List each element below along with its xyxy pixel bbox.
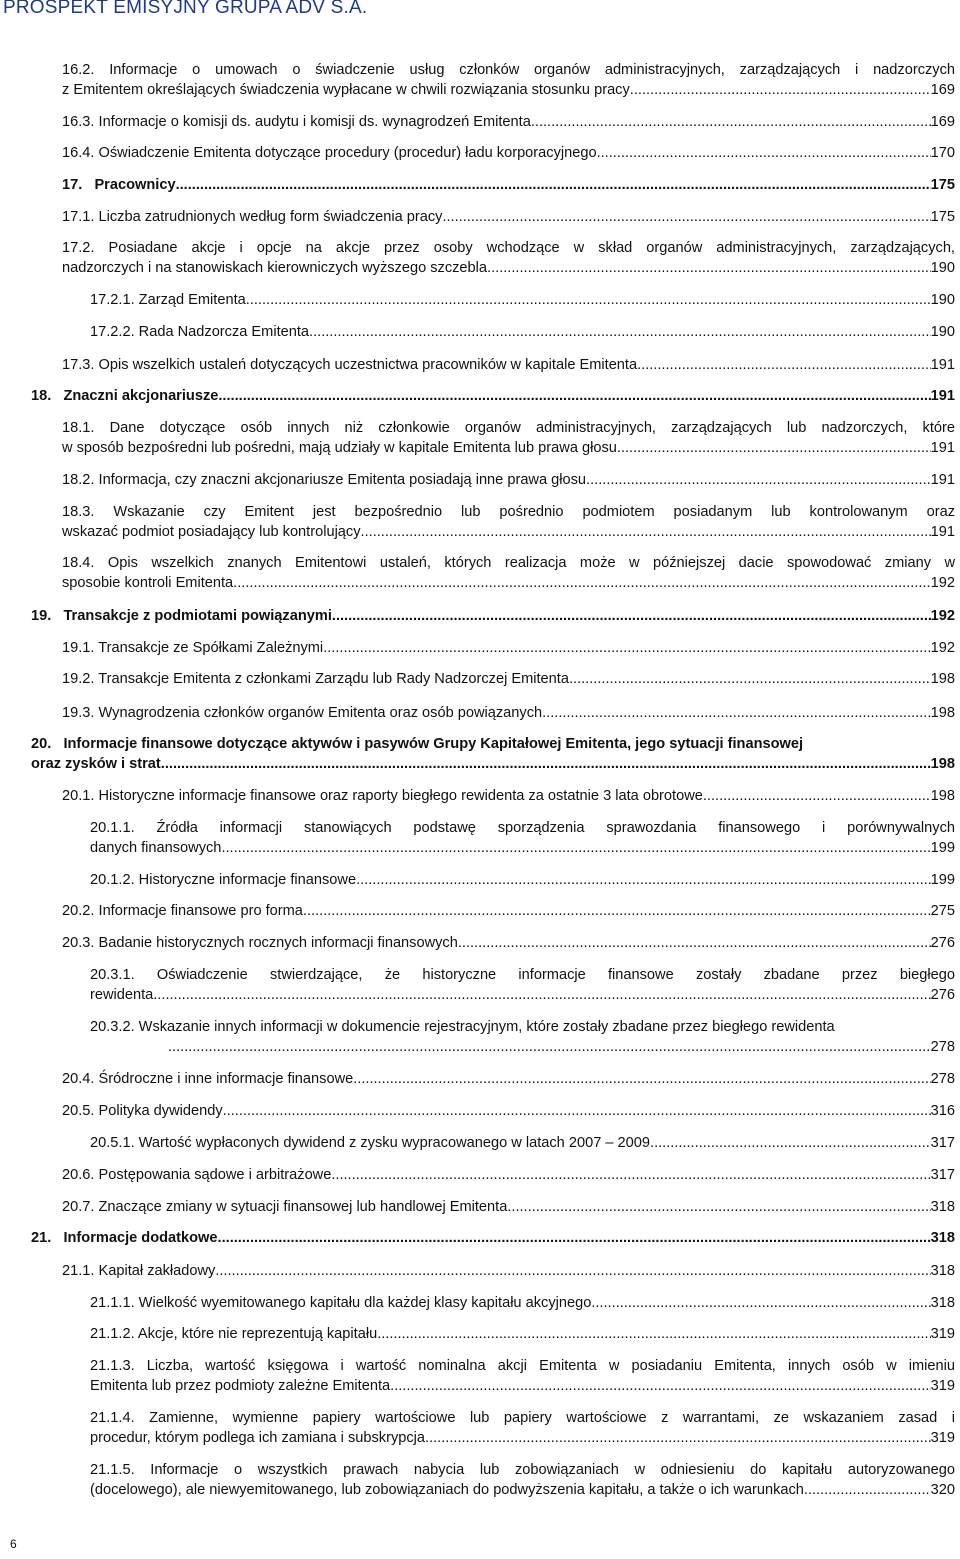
toc-page-number: 192	[930, 575, 955, 591]
toc-page-number: 192	[930, 640, 955, 656]
toc-entry-text: 17.2.1. Zarząd Emitenta	[90, 292, 246, 308]
toc-page-number: 170	[930, 145, 955, 161]
toc-entry-text: (docelowego), ale niewyemitowanego, lub zobowiązaniach do podwyższenia kapitału, a także o ich warunkach.	[90, 1482, 808, 1498]
toc-page-number: 317	[930, 1167, 955, 1183]
leader-dots	[233, 573, 930, 593]
toc-page-number: 320	[930, 1482, 955, 1498]
toc-entry-first-line: 20.1.1. Źródła informacji stanowiących podstawę sporządzenia sprawozdania finansowego i porównywalnych	[90, 820, 955, 836]
toc-entry-text: 20.1. Historyczne informacje finansowe oraz raporty biegłego rewidenta za ostatnie 3 lata obrotowe	[62, 788, 703, 804]
toc-entry-first-line: 18.1. Dane dotyczące osób innych niż członkowie organów administracyjnych, zarządzających lub nadzorczych, które	[62, 420, 955, 436]
toc-entry[interactable]	[62, 786, 955, 806]
toc-entry-first-line: 18.4. Opis wszelkich znanych Emitentowi ustaleń, których realizacja może w późniejszej dacie spowodować zmiany w	[62, 555, 955, 571]
leader-dots	[630, 80, 931, 100]
toc-page-number: 278	[930, 1071, 955, 1087]
leader-dots	[215, 1261, 930, 1281]
toc-entry[interactable]	[62, 638, 955, 658]
toc-entry-text: 19.1. Transakcje ze Spółkami Zależnymi	[62, 640, 324, 656]
leader-dots	[617, 438, 931, 458]
toc-entry[interactable]	[31, 386, 955, 406]
leader-dots	[569, 669, 931, 689]
toc-entry-text: 20.3. Badanie historycznych rocznych informacji finansowych	[62, 935, 458, 951]
leader-dots	[176, 175, 931, 195]
leader-dots	[332, 606, 931, 626]
toc-page-number: 275	[930, 903, 955, 919]
toc-entry-text: 17.2.2. Rada Nadzorcza Emitenta	[90, 324, 310, 340]
toc-entry-text: 19. Transakcje z podmiotami powiązanymi	[31, 608, 332, 624]
toc-page-number: 191	[930, 388, 955, 404]
leader-dots	[168, 1037, 931, 1057]
toc-entry[interactable]	[62, 553, 955, 593]
toc-entry-text: 20.6. Postępowania sądowe i arbitrażowe	[62, 1167, 332, 1183]
toc-entry[interactable]	[90, 1460, 955, 1500]
leader-dots	[703, 786, 931, 806]
leader-dots	[218, 386, 930, 406]
toc-entry[interactable]	[62, 933, 955, 953]
toc-page-number: 198	[930, 788, 955, 804]
toc-entry[interactable]	[62, 238, 955, 278]
toc-page-number: 191	[930, 440, 955, 456]
toc-entry-text: nadzorczych i na stanowiskach kierowniczych wyższego szczebla	[62, 260, 488, 276]
page-number: 6	[10, 1537, 17, 1551]
toc-page-number: 169	[930, 114, 955, 130]
toc-entry[interactable]	[62, 669, 955, 689]
toc-entry[interactable]	[31, 734, 955, 774]
toc-entry-text: 18. Znaczni akcjonariusze	[31, 388, 219, 404]
toc-entry[interactable]	[90, 965, 955, 1005]
leader-dots	[487, 258, 931, 278]
document-header: PROSPEKT EMISYJNY GRUPA ADV S.A.	[3, 0, 368, 18]
leader-dots	[223, 1101, 931, 1121]
toc-entry-text: wskazać podmiot posiadający lub kontrolujący	[62, 524, 361, 540]
leader-dots	[390, 1376, 931, 1396]
toc-entry-text: 17.1. Liczba zatrudnionych według form świadczenia pracy	[62, 209, 443, 225]
toc-page-number: 318	[930, 1295, 955, 1311]
toc-page-number: 319	[930, 1326, 955, 1342]
leader-dots	[591, 1293, 930, 1313]
toc-entry[interactable]	[62, 1069, 955, 1089]
toc-page-number: 278	[930, 1039, 955, 1055]
toc-page-number: 191	[930, 357, 955, 373]
toc-page-number: 175	[930, 177, 955, 193]
toc-entry-text: 20.4. Śródroczne i inne informacje finansowe	[62, 1071, 354, 1087]
toc-entry[interactable]	[62, 901, 955, 921]
leader-dots	[153, 985, 930, 1005]
leader-dots	[356, 870, 931, 890]
leader-dots	[654, 1133, 931, 1153]
toc-entry-text: sposobie kontroli Emitenta	[62, 575, 234, 591]
toc-page-number: 198	[930, 671, 955, 687]
toc-entry[interactable]	[62, 175, 955, 195]
toc-entry-text: procedur, którym podlega ich zamiana i subskrypcja	[90, 1430, 426, 1446]
toc-entry[interactable]	[90, 1017, 955, 1057]
toc-entry[interactable]	[62, 1261, 955, 1281]
leader-dots	[331, 1165, 930, 1185]
toc-entry-text: 20.1.2. Historyczne informacje finansowe	[90, 872, 357, 888]
toc-entry-text: 20.2. Informacje finansowe pro forma	[62, 903, 303, 919]
toc-entry-text: z Emitentem określających świadczenia wypłacane w chwili rozwiązania stosunku pracy	[62, 82, 630, 98]
leader-dots	[161, 754, 931, 774]
toc-page-number: 198	[930, 705, 955, 721]
leader-dots	[507, 1197, 930, 1217]
toc-entry-text: 16.3. Informacje o komisji ds. audytu i komisji ds. wynagrodzeń Emitenta	[62, 114, 531, 130]
toc-entry[interactable]	[90, 322, 955, 342]
toc-entry[interactable]	[90, 870, 955, 890]
leader-dots	[353, 1069, 930, 1089]
toc-page-number: 276	[930, 935, 955, 951]
toc-page-number: 191	[930, 472, 955, 488]
leader-dots	[309, 322, 931, 342]
toc-entry[interactable]	[62, 470, 955, 490]
toc-entry[interactable]	[62, 1101, 955, 1121]
leader-dots	[361, 522, 931, 542]
toc-page-number: 199	[930, 840, 955, 856]
toc-page-number: 191	[930, 524, 955, 540]
toc-page-number: 317	[930, 1135, 955, 1151]
toc-entry-first-line: 20.3.2. Wskazanie innych informacji w dokumencie rejestracyjnym, które zostały zbadane przez biegłego rewidenta	[90, 1019, 835, 1035]
toc-entry[interactable]	[62, 1197, 955, 1217]
toc-page-number: 316	[930, 1103, 955, 1119]
toc-entry-text: Emitenta lub przez podmioty zależne Emitenta	[90, 1378, 391, 1394]
toc-entry-text: 21. Informacje dodatkowe	[31, 1230, 218, 1246]
toc-entry[interactable]	[62, 60, 955, 100]
toc-entry-text: w sposób bezpośredni lub pośredni, mają udziały w kapitale Emitenta lub prawa głosu	[62, 440, 617, 456]
toc-entry-text: 21.1.1. Wielkość wyemitowanego kapitału dla każdej klasy kapitału akcyjnego	[90, 1295, 592, 1311]
toc-entry-first-line: 17.2. Posiadane akcje i opcje na akcje przez osoby wchodzące w skład organów administracyjnych, zarządzających,	[62, 240, 955, 256]
toc-entry[interactable]	[62, 418, 955, 458]
toc-page-number: 198	[930, 756, 955, 772]
toc-entry-text: 21.1.2. Akcje, które nie reprezentują kapitału	[90, 1326, 378, 1342]
toc-page-number: 319	[930, 1378, 955, 1394]
toc-entry-text: 21.1. Kapitał zakładowy	[62, 1263, 216, 1279]
toc-entry-text: danych finansowych	[90, 840, 222, 856]
toc-entry-text: 19.3. Wynagrodzenia członków organów Emitenta oraz osób powiązanych	[62, 705, 543, 721]
toc-entry[interactable]	[90, 1324, 955, 1344]
toc-entry[interactable]	[62, 143, 955, 163]
toc-entry-text: 17. Pracownicy	[62, 177, 176, 193]
leader-dots	[442, 207, 930, 227]
leader-dots	[637, 355, 931, 375]
leader-dots	[808, 1480, 931, 1500]
leader-dots	[377, 1324, 930, 1344]
toc-page-number: 319	[930, 1430, 955, 1446]
toc-entry-first-line: 16.2. Informacje o umowach o świadczenie usług członków organów administracyjnych, zarządzających i nadzorczych	[62, 62, 955, 78]
leader-dots	[597, 143, 931, 163]
toc-entry[interactable]	[90, 290, 955, 310]
toc-entry[interactable]	[62, 703, 955, 723]
toc-page-number: 175	[930, 209, 955, 225]
toc-page-number: 169	[930, 82, 955, 98]
toc-entry[interactable]	[62, 502, 955, 542]
toc-entry-first-line: 21.1.5. Informacje o wszystkich prawach nabycia lub zobowiązaniach w odniesieniu do kapitału autoryzowanego	[90, 1462, 955, 1478]
leader-dots	[323, 638, 930, 658]
toc-entry-text: rewidenta	[90, 987, 154, 1003]
toc-page-number: 192	[930, 608, 955, 624]
toc-entry-text: 19.2. Transakcje Emitenta z członkami Zarządu lub Rady Nadzorczej Emitenta	[62, 671, 569, 687]
toc-entry[interactable]	[62, 1165, 955, 1185]
leader-dots	[542, 703, 931, 723]
leader-dots	[531, 112, 931, 132]
leader-dots	[586, 470, 931, 490]
leader-dots	[221, 838, 930, 858]
leader-dots	[246, 290, 931, 310]
leader-dots	[425, 1428, 931, 1448]
toc-page-number: 190	[930, 292, 955, 308]
leader-dots	[303, 901, 931, 921]
toc-page-number: 318	[930, 1230, 955, 1246]
toc-entry-first-line: 20. Informacje finansowe dotyczące aktywów i pasywów Grupy Kapitałowej Emitenta, jego sytuacji finansowej	[31, 736, 804, 752]
toc-entry[interactable]	[90, 818, 955, 858]
toc-entry[interactable]	[90, 1408, 955, 1448]
toc-page-number: 190	[930, 260, 955, 276]
toc-entry-text: oraz zysków i strat	[31, 756, 161, 772]
toc-entry[interactable]	[62, 112, 955, 132]
toc-entry-first-line: 20.3.1. Oświadczenie stwierdzające, że historyczne informacje finansowe zostały zbadane przez biegłego	[90, 967, 955, 983]
toc-page-number: 318	[930, 1263, 955, 1279]
toc-entry-text: 20.5.1. Wartość wypłaconych dywidend z zysku wypracowanego w latach 2007 – 2009.	[90, 1135, 655, 1151]
toc-entry-first-line: 21.1.3. Liczba, wartość księgowa i wartość nominalna akcji Emitenta w posiadaniu Emitenta, innych osób w imieniu	[90, 1358, 955, 1374]
toc-entry[interactable]	[90, 1356, 955, 1396]
toc-entry[interactable]	[90, 1133, 955, 1153]
leader-dots	[218, 1228, 931, 1248]
toc-entry[interactable]	[31, 606, 955, 626]
toc-page-number: 199	[930, 872, 955, 888]
toc-entry-text: 16.4. Oświadczenie Emitenta dotyczące procedury (procedur) ładu korporacyjnego	[62, 145, 597, 161]
toc-entry-text: 20.7. Znaczące zmiany w sytuacji finansowej lub handlowej Emitenta	[62, 1199, 508, 1215]
leader-dots	[458, 933, 931, 953]
toc-entry-text: 18.2. Informacja, czy znaczni akcjonariusze Emitenta posiadają inne prawa głosu	[62, 472, 587, 488]
toc-page-number: 276	[930, 987, 955, 1003]
toc-entry-text: 20.5. Polityka dywidendy	[62, 1103, 223, 1119]
toc-entry-first-line: 18.3. Wskazanie czy Emitent jest bezpośrednio lub pośrednio podmiotem posiadanym lub kontrolowanym oraz	[62, 504, 955, 520]
toc-page-number: 190	[930, 324, 955, 340]
toc-entry[interactable]	[62, 207, 955, 227]
toc-entry[interactable]	[31, 1228, 955, 1248]
toc-page-number: 318	[930, 1199, 955, 1215]
toc-entry[interactable]	[90, 1293, 955, 1313]
toc-entry-text: 17.3. Opis wszelkich ustaleń dotyczących uczestnictwa pracowników w kapitale Emitenta	[62, 357, 638, 373]
toc-entry[interactable]	[62, 355, 955, 375]
toc-entry-first-line: 21.1.4. Zamienne, wymienne papiery wartościowe lub papiery wartościowe z warrantami, ze wskazaniem zasad i	[90, 1410, 955, 1426]
